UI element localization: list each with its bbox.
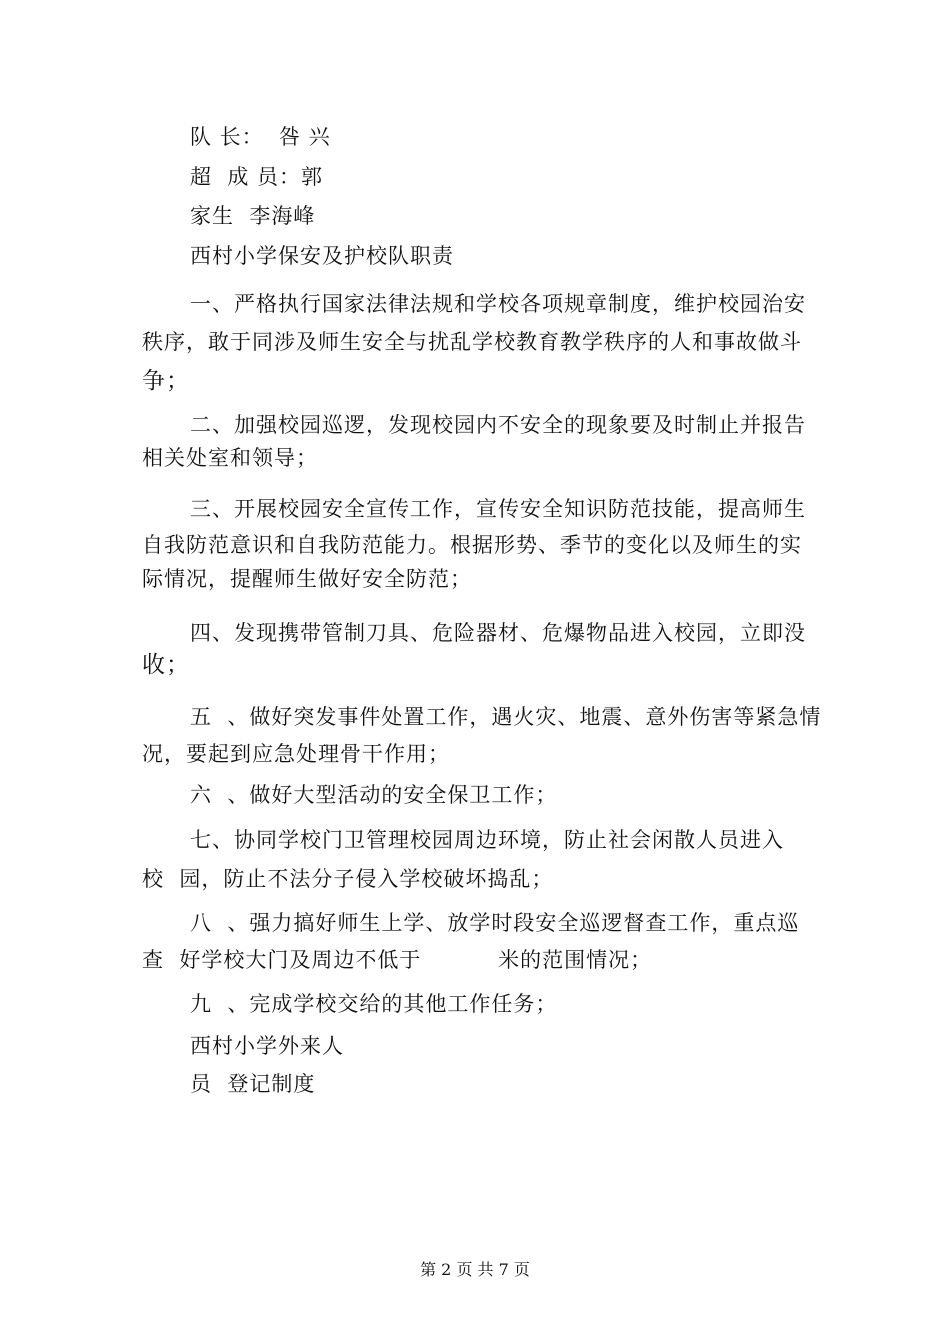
text-line: 超 成 员：郭 (190, 165, 324, 189)
text-line: 西村小学外来人 (190, 1034, 344, 1058)
text-line: 九 、完成学校交给的其他工作任务； (190, 992, 558, 1016)
text-line: 秩序，敢于同涉及师生安全与扰乱学校教育教学秩序的人和事故做斗 (142, 330, 802, 354)
page-number-footer: 第 2 页 共 7 页 (420, 1260, 530, 1279)
text-line: 收； (142, 652, 190, 678)
text-line: 际情况，提醒师生做好安全防范； (142, 567, 472, 591)
text-line: 二、加强校园巡逻，发现校园内不安全的现象要及时制止并报告 (190, 413, 806, 437)
text-line: 家生 李海峰 (190, 204, 316, 228)
text-line: 相关处室和领导； (142, 446, 318, 470)
text-line: 队 长： 咎 兴 (190, 125, 331, 149)
text-line: 况，要起到应急处理骨干作用； (142, 742, 450, 766)
text-line: 五 、做好突发事件处置工作，遇火灾、地震、意外伤害等紧急情 (190, 705, 822, 729)
text-line: 七、协同学校门卫管理校园周边环境，防止社会闲散人员进入 (190, 828, 784, 852)
text-line: 三、开展校园安全宣传工作，宣传安全知识防范技能，提高师生 (190, 497, 806, 521)
text-line: 校 园，防止不法分子侵入学校破坏捣乱； (142, 867, 554, 891)
text-line: 四、发现携带管制刀具、危险器材、危爆物品进入校园，立即没 (190, 621, 806, 645)
text-line: 争； (142, 368, 190, 394)
text-line: 自我防范意识和自我防范能力。根据形势、季节的变化以及师生的实 (142, 533, 802, 557)
text-line: 六 、做好大型活动的安全保卫工作； (190, 783, 558, 807)
text-line: 员 登记制度 (190, 1072, 316, 1096)
text-line: 查 好学校大门及周边不低于 米的范围情况； (142, 948, 653, 972)
text-line: 一、严格执行国家法律法规和学校各项规章制度，维护校园治安 (190, 292, 806, 316)
section-heading: 西村小学保安及护校队职责 (190, 244, 454, 268)
text-line: 八 、强力搞好师生上学、放学时段安全巡逻督查工作，重点巡 (190, 911, 800, 935)
